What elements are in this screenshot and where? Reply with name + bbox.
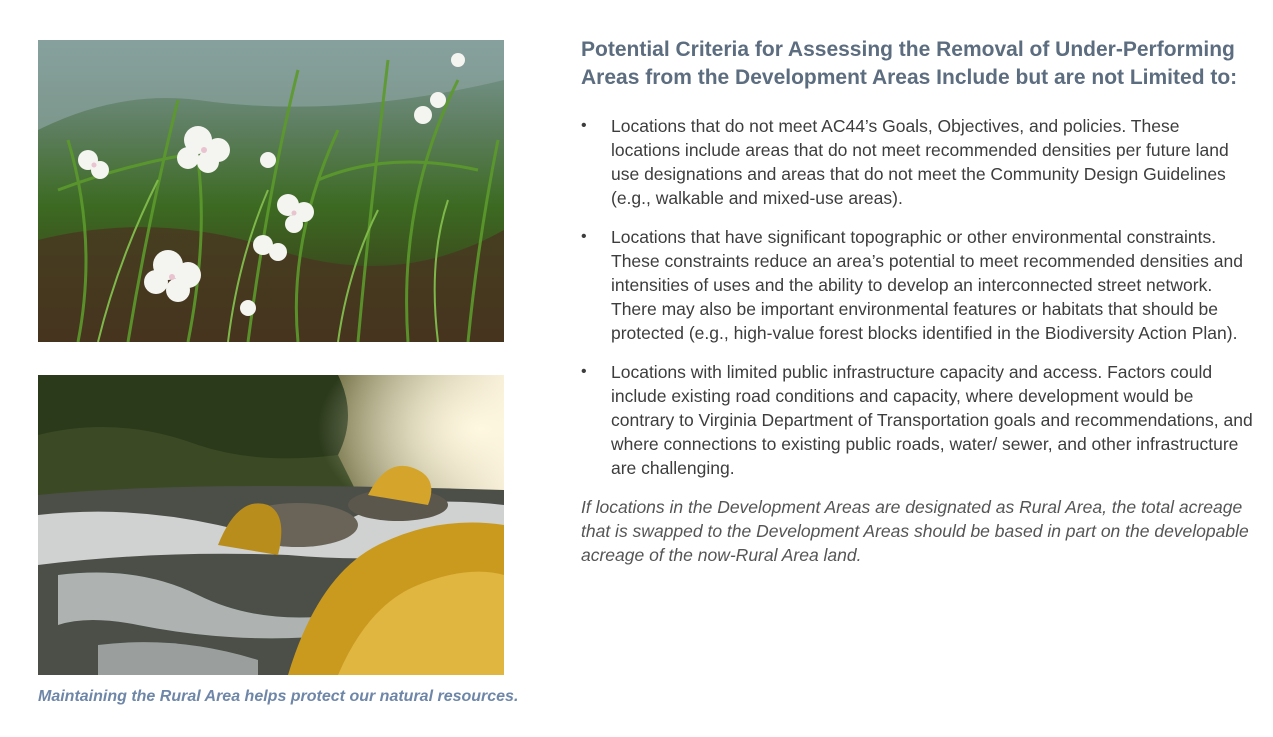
bullet-marker: • <box>581 117 587 134</box>
italic-note: If locations in the Development Areas are designated as Rural Area, the total acreage that is swapped to the Development Areas should be based in part on the developable acreage of the now-Rural Area land. <box>581 497 1249 565</box>
wildflowers-photo <box>38 40 504 342</box>
list-item-text: Locations with limited public infrastructure capacity and access. Factors could include existing road conditions and capacity, where development would be contrary to Virginia Department of Transportation goals and recommendations, and where connections to existing public roads, water/ sewer, and other infrastructure are challenging. <box>611 362 1253 478</box>
list-item <box>581 360 1253 480</box>
section-heading: Potential Criteria for Assessing the Removal of Under-Performing Areas from the Development Areas Include but are not Limited to: <box>581 38 1238 89</box>
river-rapids-photo <box>38 375 504 675</box>
list-item-text: Locations that have significant topographic or other environmental constraints. These constraints reduce an area’s potential to meet recommended densities and intensities of uses and the ability to develop an interconnected street network. There may also be important environmental features or habitats that should be protected (e.g., high-value forest blocks identified in the Biodiversity Action Plan). <box>611 227 1243 343</box>
list-item <box>581 225 1253 345</box>
bullet-marker: • <box>581 363 587 380</box>
bullet-marker: • <box>581 228 587 245</box>
photo-caption: Maintaining the Rural Area helps protect our natural resources. <box>38 688 519 705</box>
river-image <box>38 375 504 675</box>
list-item-text: Locations that do not meet AC44’s Goals, Objectives, and policies. These locations include areas that do not meet recommended densities per future land use designations and areas that do not meet the Community Design Guidelines (e.g., walkable and mixed-use areas). <box>611 116 1229 208</box>
criteria-section <box>581 36 1253 567</box>
wildflowers-image <box>38 40 504 342</box>
list-item <box>581 114 1253 210</box>
criteria-list <box>581 114 1253 480</box>
